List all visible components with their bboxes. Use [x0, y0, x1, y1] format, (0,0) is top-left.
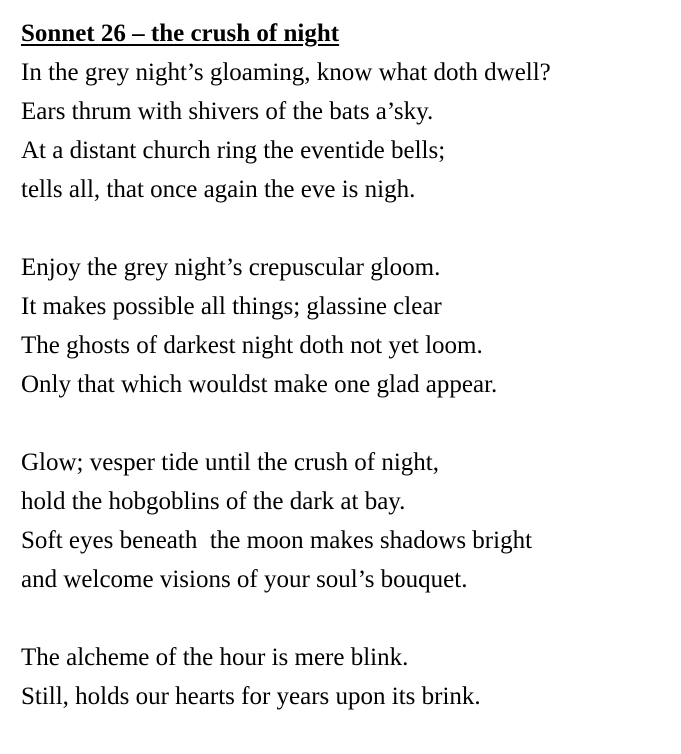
poem-line: hold the hobgoblins of the dark at bay. [21, 488, 406, 515]
poem-line: Only that which wouldst make one glad appear. [21, 371, 498, 398]
poem [21, 14, 676, 716]
stanza-3 [21, 443, 676, 599]
stanza-4 [21, 638, 676, 716]
poem-line: Soft eyes beneath the moon makes shadows bright [21, 527, 533, 554]
poem-title: Sonnet 26 – the crush of night [21, 20, 340, 47]
poem-line: In the grey night’s gloaming, know what doth dwell? [21, 59, 551, 86]
poem-line: The ghosts of darkest night doth not yet loom. [21, 332, 483, 359]
poem-line: Enjoy the grey night’s crepuscular gloom. [21, 254, 441, 281]
poem-line: Ears thrum with shivers of the bats a’sky. [21, 98, 434, 125]
poem-line: The alcheme of the hour is mere blink. [21, 644, 409, 671]
poem-line: and welcome visions of your soul’s bouquet. [21, 566, 468, 593]
poem-line: Still, holds our hearts for years upon its brink. [21, 683, 481, 710]
poem-line: Glow; vesper tide until the crush of night, [21, 449, 439, 476]
stanza-1 [21, 53, 676, 209]
poem-line: At a distant church ring the eventide bells; [21, 137, 446, 164]
poem-line: tells all, that once again the eve is nigh. [21, 176, 416, 203]
stanza-2 [21, 248, 676, 404]
poem-line: It makes possible all things; glassine clear [21, 293, 442, 320]
